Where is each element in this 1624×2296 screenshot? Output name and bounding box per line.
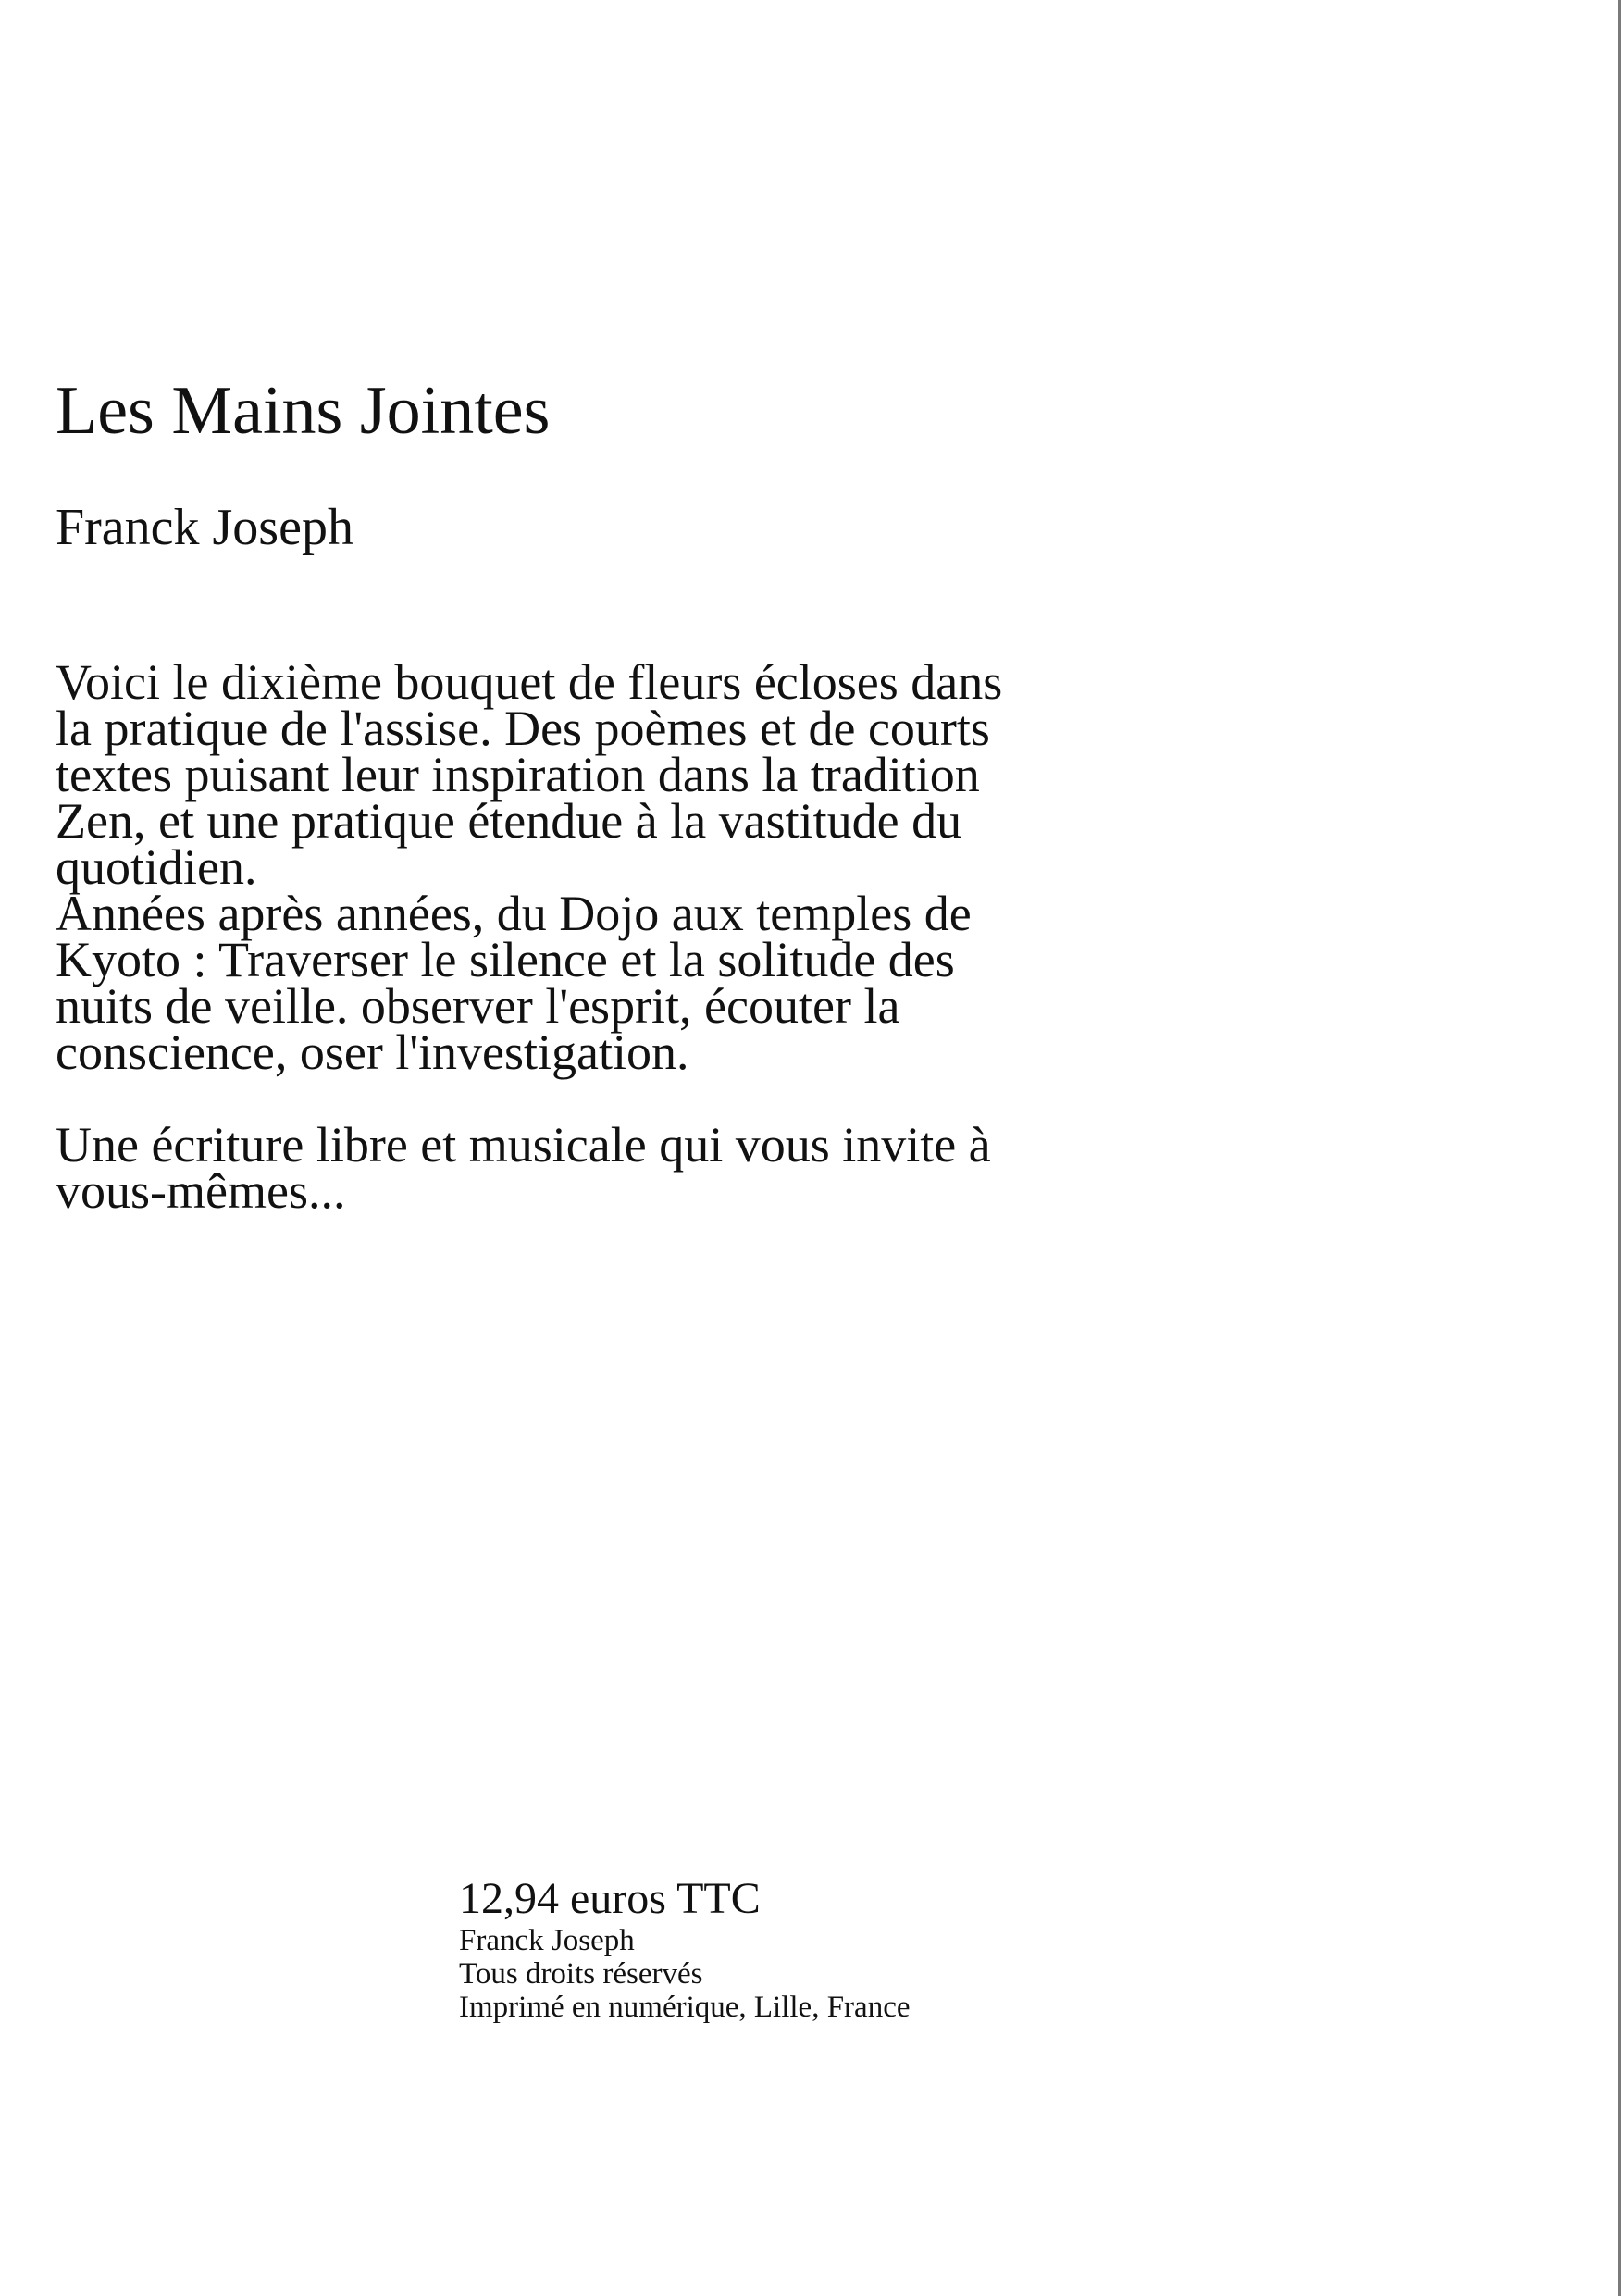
printing-notice: Imprimé en numérique, Lille, France	[459, 1991, 911, 2025]
blurb-line: textes puisant leur inspiration dans la tradition	[56, 747, 980, 802]
book-title: Les Mains Jointes	[56, 373, 551, 449]
colophon	[459, 1873, 911, 2024]
book-author: Franck Joseph	[56, 499, 353, 556]
rights-notice: Tous droits réservés	[459, 1957, 703, 1992]
blurb-line: la pratique de l'assise. Des poèmes et de courts	[56, 701, 990, 756]
blurb-line: nuits de veille. observer l'esprit, écouter la	[56, 978, 900, 1034]
blurb-line: Une écriture libre et musicale qui vous invite à	[56, 1117, 991, 1173]
blurb-line: conscience, oser l'investigation.	[56, 1024, 689, 1080]
blurb-line: Zen, et une pratique étendue à la vastitude du	[56, 793, 962, 849]
blurb-line: vous-mêmes...	[56, 1163, 346, 1219]
paragraph-spacer	[56, 1075, 1203, 1122]
colophon-author: Franck Joseph	[459, 1924, 635, 1958]
blurb-line: quotidien.	[56, 839, 257, 895]
price-label: 12,94 euros TTC	[459, 1874, 761, 1923]
back-cover-blurb	[56, 654, 1203, 1219]
page-edge-rule	[1618, 0, 1621, 2296]
blurb-line: Kyoto : Traverser le silence et la solitude des	[56, 932, 955, 987]
blurb-line: Voici le dixième bouquet de fleurs écloses dans	[56, 654, 1003, 710]
blurb-line: Années après années, du Dojo aux temples de	[56, 886, 972, 941]
